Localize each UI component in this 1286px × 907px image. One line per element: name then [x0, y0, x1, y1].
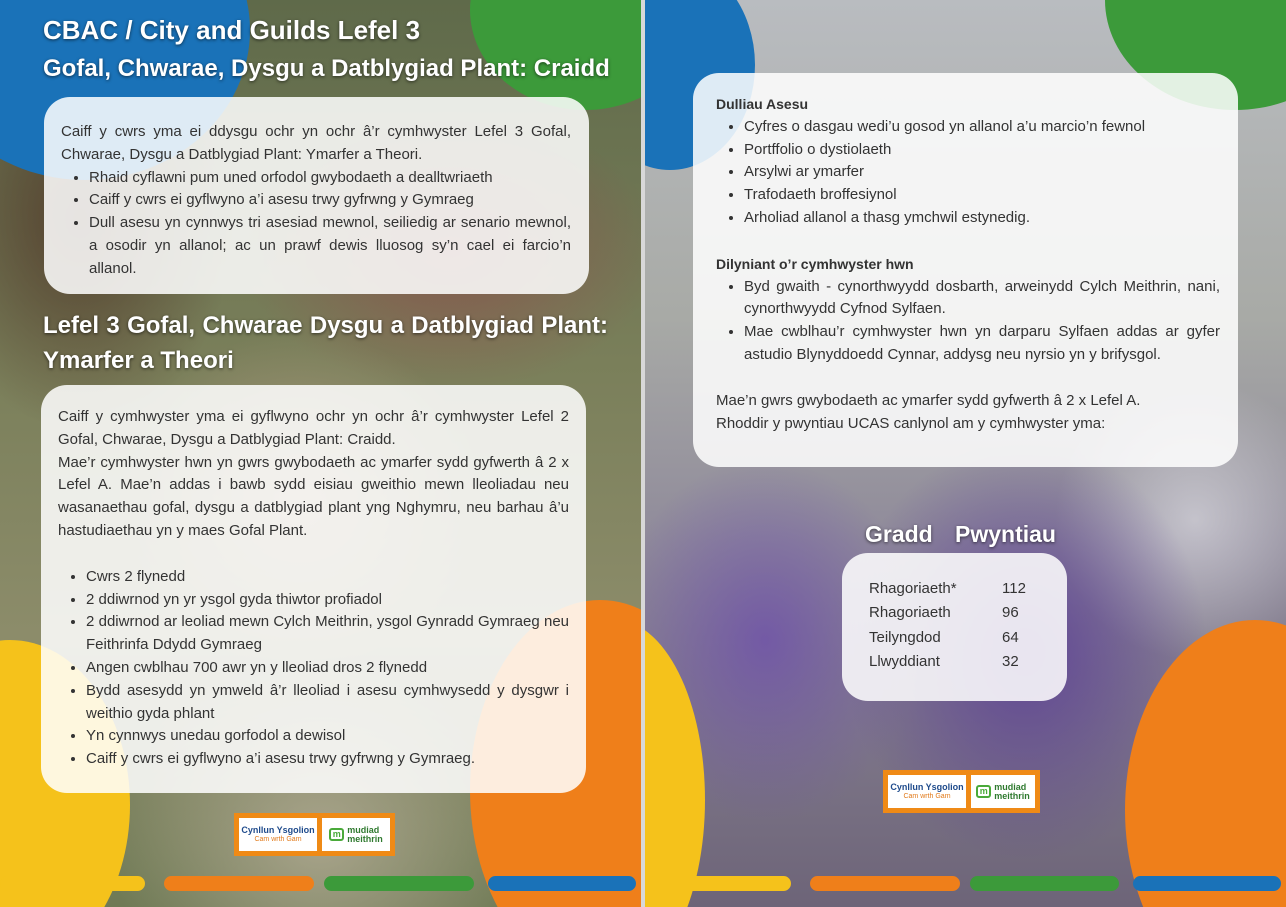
list-item: • 2 ddiwrnod ar leoliad mewn Cylch Meithrin, ysgol Gynradd Gymraeg neu Feithrinfa Ddydd Gymraeg	[86, 611, 569, 657]
section-heading-practice: Lefel 3 Gofal, Chwarae Dysgu a Datblygiad Plant: Ymarfer a Theori	[43, 312, 608, 374]
practice-course-description: Mae’r cymhwyster hwn yn gwrs gwybodaeth ac ymarfer sydd gyfwerth â 2 x Lefel A. Mae’n addas i bawb sydd eisiau gweithio mewn lleoliadau neu wasanaethau gofal, dysgu a datblygiad plant yng Nghymru, neu barhau â’u hastudiaethau yn y maes Gofal Plant.	[58, 453, 569, 539]
assessment-card	[693, 73, 1238, 467]
footer-stripe-orange	[810, 876, 960, 891]
cynllun-logo: Cynllun Ysgolion Cam wrth Gam	[888, 775, 966, 808]
list-item: • Angen cwblhau 700 awr yn y lleoliad dros 2 flynedd	[86, 657, 569, 680]
cynllun-logo: Cynllun Ysgolion Cam wrth Gam	[239, 818, 317, 851]
list-item: • Cwrs 2 flynedd	[86, 566, 569, 589]
list-item: • Mae cwblhau’r cymhwyster hwn yn darparu Sylfaen addas ar gyfer astudio Blynyddoedd Cynnar, addysg neu nyrsio yn y brifysgol.	[744, 321, 1220, 367]
core-course-card	[44, 97, 589, 294]
footer-stripe-yellow	[0, 876, 145, 891]
page-title: CBAC / City and Guilds Lefel 3	[43, 15, 421, 45]
table-row	[869, 626, 1067, 650]
mudiad-meithrin-logo: m mudiad meithrin	[971, 775, 1035, 808]
core-course-intro: Caiff y cwrs yma ei ddysgu ochr yn ochr â’r cymhwyster Lefel 3 Gofal, Chwarae, Dysgu a Datblygiad Plant: Ymarfer a Theori.	[61, 123, 571, 163]
mudiad-meithrin-mark-icon: m	[329, 828, 344, 841]
list-item: • Rhaid cyflawni pum uned orfodol gwybodaeth a dealltwriaeth	[89, 167, 571, 190]
grade-cell: Rhagoriaeth	[869, 604, 951, 622]
footer-stripe-orange	[164, 876, 314, 891]
partner-logos	[883, 770, 1040, 813]
table-row	[869, 650, 1067, 674]
table-row	[869, 577, 1067, 601]
right-page	[645, 0, 1286, 907]
practice-course-card	[41, 385, 586, 793]
page-subtitle: Gofal, Chwarae, Dysgu a Datblygiad Plant: Craidd	[43, 55, 610, 82]
list-item: • Portffolio o dystiolaeth	[744, 139, 1220, 162]
list-item: • Yn cynnwys unedau gorfodol a dewisol	[86, 725, 569, 748]
list-item: • Dull asesu yn cynnwys tri asesiad mewnol, seiliedig ar senario mewnol, a osodir yn allanol; ac un prawf dewis lluosog sy’n cael ei farcio’n allanol.	[89, 212, 571, 280]
list-item: • 2 ddiwrnod yn yr ysgol gyda thiwtor profiadol	[86, 589, 569, 612]
assessment-list	[716, 116, 1220, 230]
list-item: • Bydd asesydd yn ymweld â’r lleoliad i asesu cymhwysedd y dysgwr i weithio gyda phlant	[86, 680, 569, 726]
core-course-list	[61, 167, 571, 281]
assessment-heading: Dulliau Asesu	[716, 96, 809, 112]
points-header: Pwyntiau	[955, 521, 1056, 547]
footer-stripe-blue	[1133, 876, 1281, 891]
practice-course-intro: Caiff y cymhwyster yma ei gyflwyno ochr yn ochr â’r cymhwyster Lefel 2 Gofal, Chwarae, Dysgu a Datblygiad Plant: Craidd.	[58, 408, 569, 448]
grade-header: Gradd	[865, 521, 933, 547]
orange-bottom-blob	[1125, 620, 1286, 907]
footer-stripe-green	[324, 876, 474, 891]
ucas-points-table	[842, 553, 1067, 701]
footer-stripe-yellow	[648, 876, 791, 891]
mudiad-meithrin-mark-icon: m	[976, 785, 991, 798]
list-item: • Cyfres o dasgau wedi’u gosod yn allanol a’u marcio’n fewnol	[744, 116, 1220, 139]
partner-logos	[234, 813, 395, 856]
list-item: • Arholiad allanol a thasg ymchwil estynedig.	[744, 207, 1220, 230]
grade-cell: Teilyngdod	[869, 628, 941, 646]
points-cell: 32	[1002, 652, 1019, 670]
practice-course-list	[58, 566, 569, 771]
equivalence-text: Mae’n gwrs gwybodaeth ac ymarfer sydd gyfwerth â 2 x Lefel A.	[716, 391, 1141, 409]
left-page	[0, 0, 641, 907]
table-row	[869, 601, 1067, 625]
mudiad-meithrin-logo: m mudiad meithrin	[322, 818, 390, 851]
list-item: • Byd gwaith - cynorthwyydd dosbarth, arweinydd Cylch Meithrin, nani, cynorthwyydd Cyfnod Sylfaen.	[744, 276, 1220, 322]
yellow-bottom-blob	[645, 620, 705, 907]
list-item: • Arsylwi ar ymarfer	[744, 161, 1220, 184]
list-item: • Trafodaeth broffesiynol	[744, 184, 1220, 207]
progression-list	[716, 276, 1220, 367]
points-cell: 64	[1002, 628, 1019, 646]
points-cell: 96	[1002, 604, 1019, 622]
footer-stripe-blue	[488, 876, 636, 891]
list-item: • Caiff y cwrs ei gyflwyno a’i asesu trwy gyfrwng y Gymraeg.	[86, 748, 569, 771]
progression-heading: Dilyniant o’r cymhwyster hwn	[716, 255, 914, 272]
grade-cell: Rhagoriaeth*	[869, 580, 957, 597]
grade-cell: Llwyddiant	[869, 652, 940, 670]
list-item: • Caiff y cwrs ei gyflwyno a’i asesu trwy gyfrwng y Gymraeg	[89, 189, 571, 212]
ucas-intro-text: Rhoddir y pwyntiau UCAS canlynol am y cymhwyster yma:	[716, 414, 1106, 432]
footer-stripe-green	[970, 876, 1119, 891]
points-cell: 112	[1002, 580, 1026, 597]
